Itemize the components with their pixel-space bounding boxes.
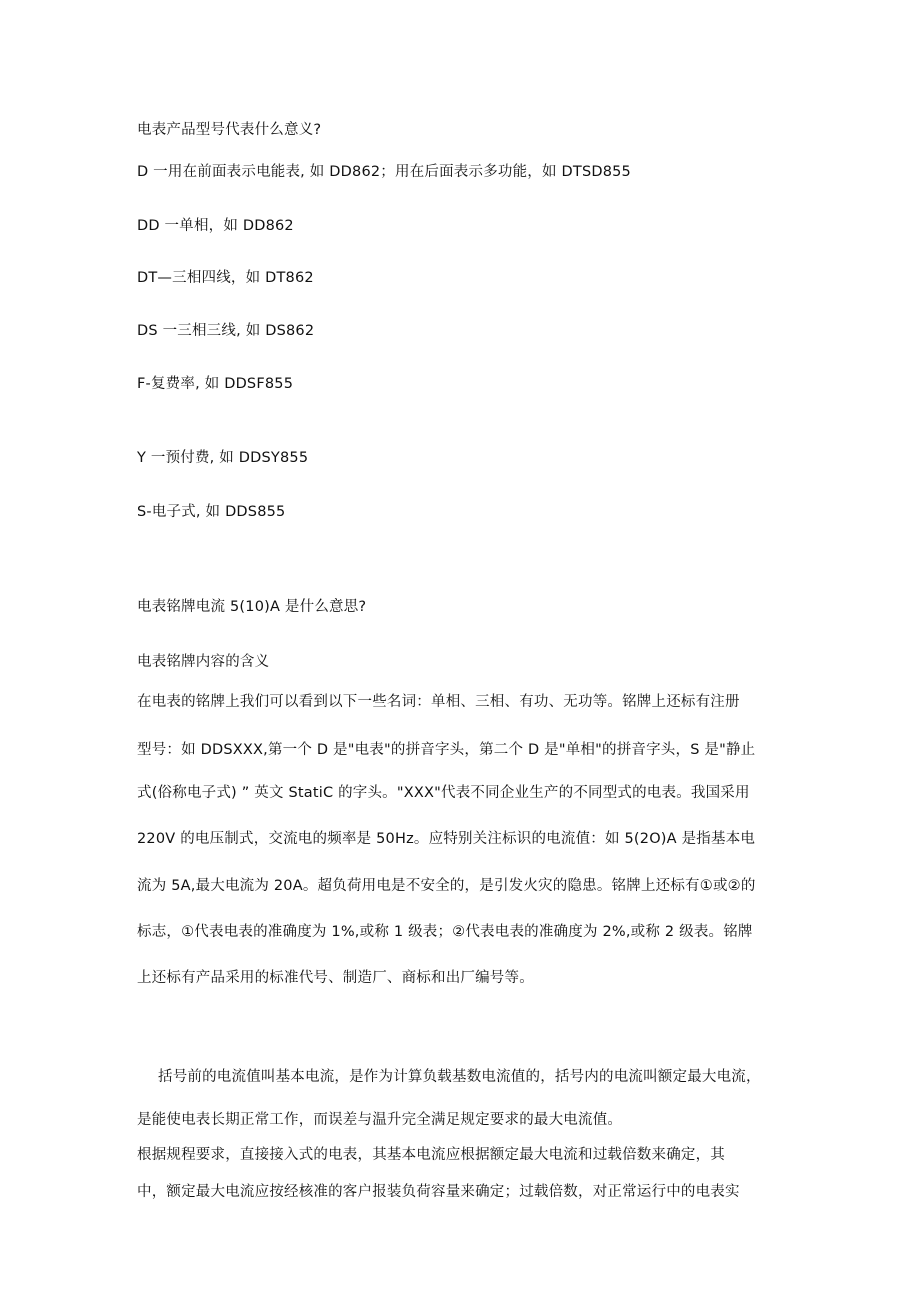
paragraph-line: 括号前的电流值叫基本电流，是作为计算负载基数电流值的，括号内的电流叫额定最大电流， (158, 1069, 761, 1085)
paragraph-line: 上还标有产品采用的标准代号、制造厂、商标和出厂编号等。 (137, 970, 534, 986)
model-code-line: Y 一预付费, 如 DDSY855 (137, 450, 309, 466)
paragraph-line: 220V 的电压制式，交流电的频率是 50Hz。应特别关注标识的电流值：如 5(2O)A 是指基本电 (137, 831, 756, 847)
paragraph-line: 流为 5A,最大电流为 20A。超负荷用电是不安全的，是引发火灾的隐患。铭牌上还标有①或②的 (137, 878, 756, 894)
paragraph-line: 型号：如 DDSXXX,第一个 D 是"电表"的拼音字头，第二个 D 是"单相"的拼音字头，S 是"静止 (137, 742, 756, 758)
model-code-line: F-复费率, 如 DDSF855 (137, 376, 294, 392)
model-code-line: DS 一三相三线, 如 DS862 (137, 323, 315, 339)
model-code-line: S-电子式, 如 DDS855 (137, 504, 286, 520)
model-code-line: D 一用在前面表示电能表, 如 DD862；用在后面表示多功能，如 DTSD855 (137, 164, 631, 180)
section-question: 电表铭牌电流 5(10)A 是什么意思? (137, 599, 367, 615)
paragraph-line: 中，额定最大电流应按经核准的客户报装负荷容量来确定；过载倍数，对正常运行中的电表实 (137, 1184, 740, 1200)
section-heading: 电表产品型号代表什么意义? (137, 122, 322, 138)
section-subheading: 电表铭牌内容的含义 (137, 654, 270, 670)
model-code-line: DT—三相四线，如 DT862 (137, 270, 314, 286)
paragraph-line: 标志，①代表电表的准确度为 1%,或称 1 级表；②代表电表的准确度为 2%,或称 2 级表。铭牌 (137, 924, 753, 940)
paragraph-line: 是能使电表长期正常工作，而误差与温升完全满足规定要求的最大电流值。 (137, 1112, 623, 1128)
paragraph-line: 在电表的铭牌上我们可以看到以下一些名词：单相、三相、有功、无功等。铭牌上还标有注册 (137, 694, 740, 710)
paragraph-line: 式(俗称电子式) ” 英文 StatiC 的字头。"XXX"代表不同企业生产的不同型式的电表。我国采用 (137, 785, 750, 801)
paragraph-line: 根据规程要求，直接接入式的电表，其基本电流应根据额定最大电流和过载倍数来确定，其 (137, 1147, 725, 1163)
model-code-line: DD 一单相，如 DD862 (137, 218, 294, 234)
